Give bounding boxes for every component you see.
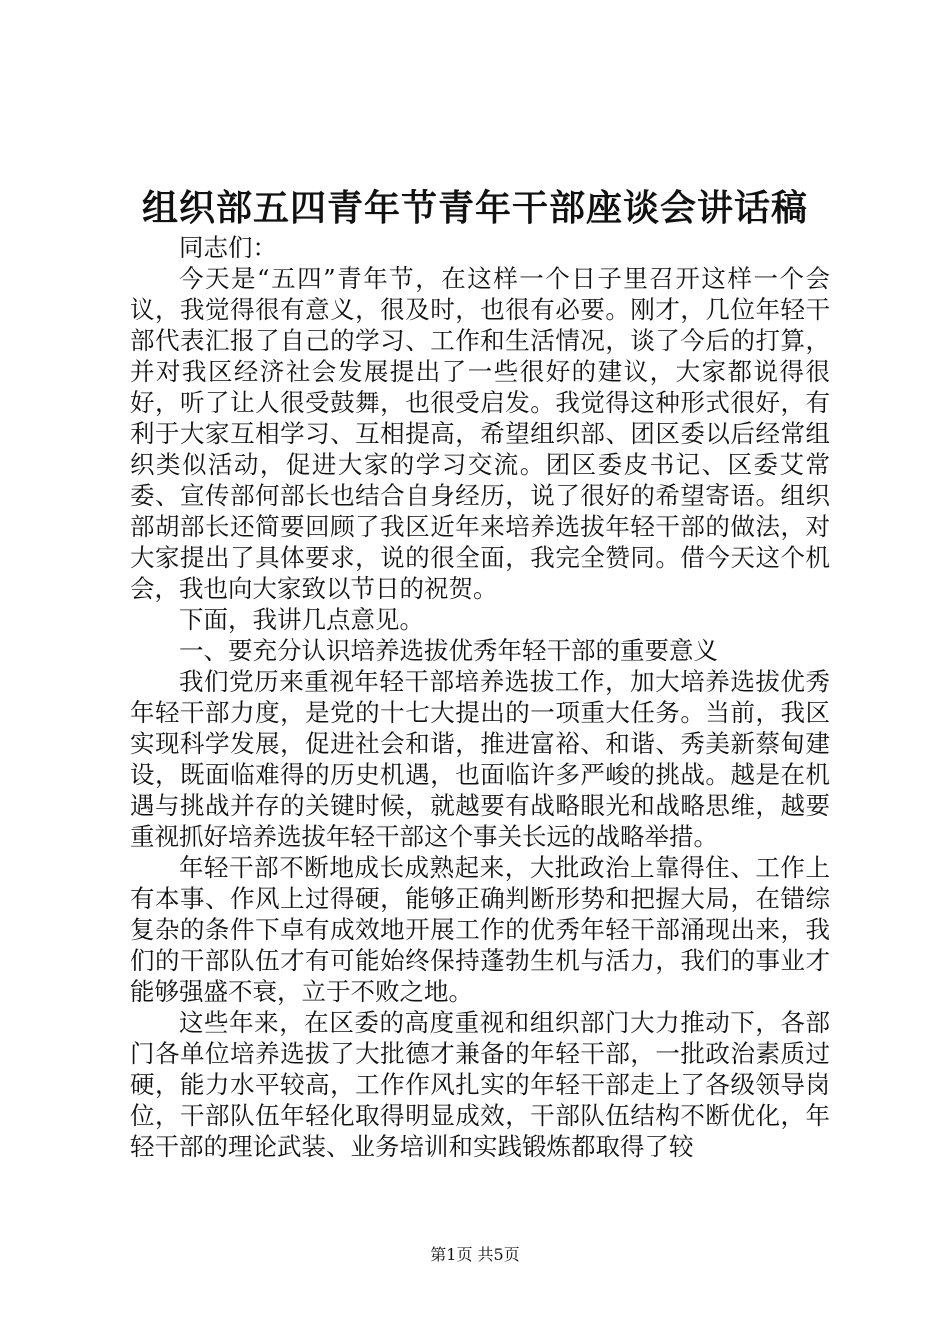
page-number-footer: 第1页 共5页 bbox=[430, 1245, 520, 1264]
paragraph: 我们党历来重视年轻干部培养选拔工作，加大培养选拔优秀年轻干部力度，是党的十七大提出的一项重大任务。当前，我区实现科学发展，促进社会和谐，推进富裕、和谐、秀美新蔡甸建设，既面临难得的历史机遇，也面临许多严峻的挑战。越是在机遇与挑战并存的关键时候，就越要有战略眼光和战略思维，越要重视抓好培养选拔年轻干部这个事关长远的战略举措。 bbox=[130, 667, 830, 851]
paragraph: 这些年来，在区委的高度重视和组织部门大力推动下，各部门各单位培养选拔了大批德才兼备的年轻干部，一批政治素质过硬，能力水平较高，工作作风扎实的年轻干部走上了各级领导岗位，干部队伍年轻化取得明显成效，干部队伍结构不断优化，年轻干部的理论武装、业务培训和实践锻炼都取得了较 bbox=[130, 1008, 830, 1161]
paragraph: 年轻干部不断地成长成熟起来，大批政治上靠得住、工作上有本事、作风上过得硬，能够正确判断形势和把握大局，在错综复杂的条件下卓有成效地开展工作的优秀年轻干部涌现出来，我们的干部队伍才有可能始终保持蓬勃生机与活力，我们的事业才能够强盛不衰，立于不败之地。 bbox=[130, 853, 830, 1006]
section-heading: 一、要充分认识培养选拔优秀年轻干部的重要意义 bbox=[179, 636, 718, 665]
paragraph: 今天是“五四”青年节，在这样一个日子里召开这样一个会议，我觉得很有意义，很及时，也很有必要。刚才，几位年轻干部代表汇报了自己的学习、工作和生活情况，谈了今后的打算，并对我区经济社会发展提出了一些很好的建议，大家都说得很好，听了让人很受鼓舞，也很受启发。我觉得这种形式很好，有利于大家互相学习、互相提高，希望组织部、团区委以后经常组织类似活动，促进大家的学习交流。团区委皮书记、区委艾常委、宣传部何部长也结合自身经历，说了很好的希望寄语。组织部胡部长还简要回顾了我区近年来培养选拔年轻干部的做法，对大家提出了具体要求，说的很全面，我完全赞同。借今天这个机会，我也向大家致以节日的祝贺。 bbox=[130, 264, 830, 603]
document-title: 组织部五四青年节青年干部座谈会讲话稿 bbox=[141, 187, 808, 229]
paragraph-salutation: 同志们： bbox=[179, 233, 277, 262]
document-body bbox=[130, 232, 830, 1162]
paragraph: 下面，我讲几点意见。 bbox=[179, 605, 424, 634]
